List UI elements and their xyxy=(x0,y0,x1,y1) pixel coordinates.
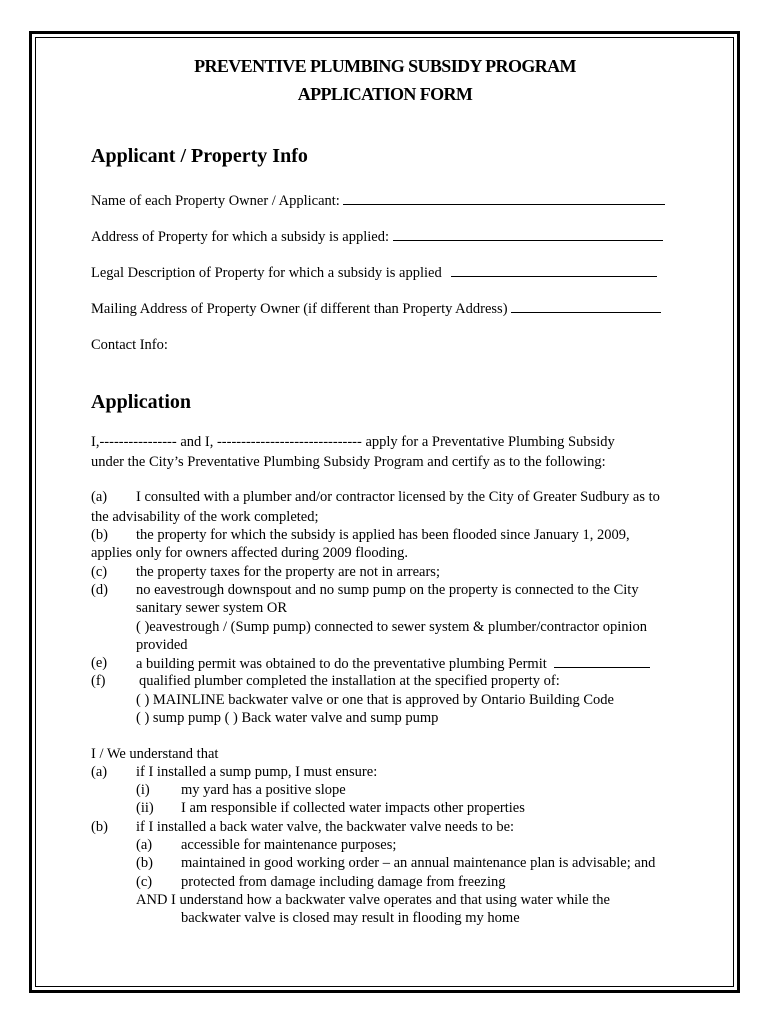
understand-a-text: if I installed a sump pump, I must ensure: xyxy=(136,764,378,780)
understand-a-i-marker: (i) xyxy=(136,782,150,798)
owner-label: Name of each Property Owner / Applicant: xyxy=(91,193,340,209)
item-b-text2: applies only for owners affected during 2009 flooding. xyxy=(91,545,409,561)
understand-intro: I / We understand that xyxy=(91,746,219,762)
item-e-marker: (e) xyxy=(91,655,108,671)
form-subtitle: APPLICATION FORM xyxy=(297,84,473,104)
item-e-field xyxy=(136,655,650,673)
address-input[interactable] xyxy=(393,228,663,241)
item-f-marker: (f) xyxy=(91,673,106,689)
mailing-input[interactable] xyxy=(511,300,661,313)
mailing-field xyxy=(91,300,661,318)
item-c-text: the property taxes for the property are not in arrears; xyxy=(136,564,440,580)
legal-input[interactable] xyxy=(451,264,657,277)
understand-b-a-text: accessible for maintenance purposes; xyxy=(181,837,397,853)
legal-label: Legal Description of Property for which a subsidy is applied xyxy=(91,265,442,281)
understand-a-i-text: my yard has a positive slope xyxy=(181,782,346,798)
understand-a-ii-text: I am responsible if collected water impacts other properties xyxy=(181,800,525,816)
contact-label: Contact Info: xyxy=(91,337,168,353)
item-d-text3: ( )eavestrough / (Sump pump) connected to sewer system & plumber/contractor opinion xyxy=(136,619,647,635)
intro-line1: I,---------------- and I, ------------------------------ apply for a Preventative Plumbing Subsidy xyxy=(91,434,615,450)
address-field xyxy=(91,228,663,246)
item-f-text: qualified plumber completed the installation at the specified property of: xyxy=(139,673,560,689)
item-c-marker: (c) xyxy=(91,564,108,580)
item-e-text: a building permit was obtained to do the preventative plumbing Permit xyxy=(136,656,547,672)
owner-input[interactable] xyxy=(343,192,665,205)
permit-input[interactable] xyxy=(554,655,650,668)
and-understand-line1: AND I understand how a backwater valve operates and that using water while the xyxy=(136,892,610,908)
and-understand-line2: backwater valve is closed may result in flooding my home xyxy=(181,910,520,926)
understand-a-ii-marker: (ii) xyxy=(136,800,154,816)
item-b-text: the property for which the subsidy is applied has been flooded since January 1, 2009, xyxy=(136,527,630,543)
understand-b-a-marker: (a) xyxy=(136,837,153,853)
item-a-marker: (a) xyxy=(91,489,108,505)
mailing-label: Mailing Address of Property Owner (if different than Property Address) xyxy=(91,301,508,317)
understand-b-b-marker: (b) xyxy=(136,855,153,871)
understand-b-marker: (b) xyxy=(91,819,108,835)
understand-a-marker: (a) xyxy=(91,764,108,780)
item-a-text: I consulted with a plumber and/or contractor licensed by the City of Greater Sudbury as to xyxy=(136,489,660,505)
address-label: Address of Property for which a subsidy is applied: xyxy=(91,229,390,245)
understand-b-c-marker: (c) xyxy=(136,874,153,890)
item-b-marker: (b) xyxy=(91,527,108,543)
legal-field xyxy=(91,264,657,282)
item-d-text4: provided xyxy=(136,637,188,653)
understand-b-text: if I installed a back water valve, the backwater valve needs to be: xyxy=(136,819,515,835)
sump-pump-options[interactable]: ( ) sump pump ( ) Back water valve and sump pump xyxy=(136,710,439,726)
owner-field xyxy=(91,192,665,210)
understand-b-b-text: maintained in good working order – an annual maintenance plan is advisable; and xyxy=(181,855,656,871)
item-d-text: no eavestrough downspout and no sump pump on the property is connected to the City xyxy=(136,582,639,598)
application-heading: Application xyxy=(91,391,192,413)
intro-line2: under the City’s Preventative Plumbing Subsidy Program and certify as to the following: xyxy=(91,454,606,470)
mainline-valve-option[interactable]: ( ) MAINLINE backwater valve or one that is approved by Ontario Building Code xyxy=(136,692,614,708)
item-d-text2: sanitary sewer system OR xyxy=(136,600,288,616)
applicant-heading: Applicant / Property Info xyxy=(91,145,308,167)
form-title: PREVENTIVE PLUMBING SUBSIDY PROGRAM xyxy=(194,56,576,76)
understand-b-c-text: protected from damage including damage from freezing xyxy=(181,874,506,890)
item-d-marker: (d) xyxy=(91,582,108,598)
item-a-text2: the advisability of the work completed; xyxy=(91,509,319,525)
